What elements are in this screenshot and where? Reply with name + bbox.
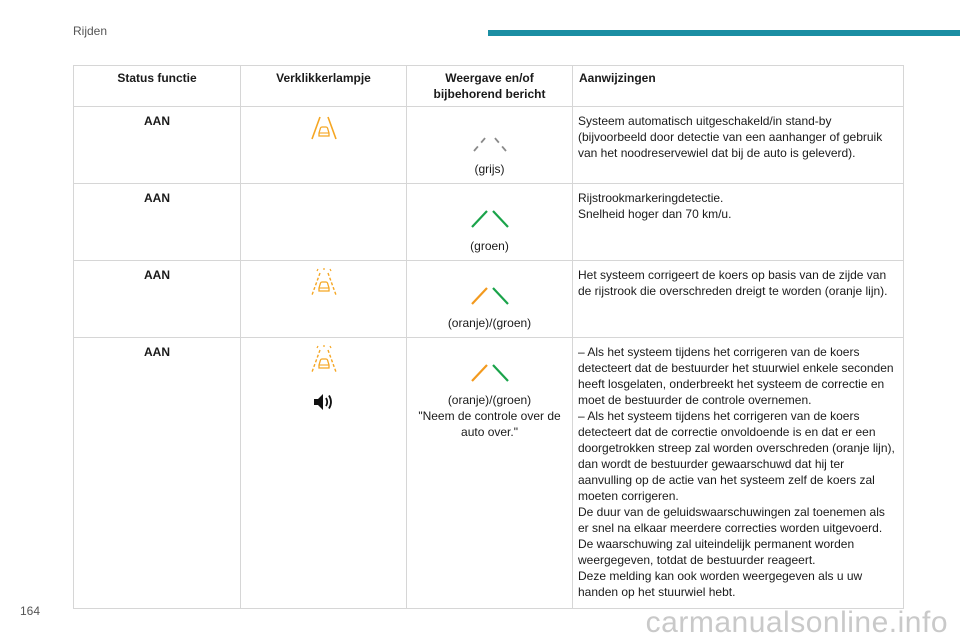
display-message: "Neem de controle over de auto over."	[418, 409, 561, 439]
note-text: De duur van de geluidswaarschuwingen zal toenemen als er snel na elkaar meerdere correcties worden uitgevoerd.	[578, 505, 885, 535]
note-text: – Als het systeem tijdens het corrigeren van de koers detecteert dat de correctie onvoldoende is en dat er een doorgetrokken streep zal worden overschreden (oranje lijn), dan wordt de bestuurder gewaarschuwd dat hij ter aanvulling op de actie van het systeem zelf de koers zal moeten corrigeren.	[578, 409, 895, 503]
table-header-row	[74, 66, 904, 107]
note-text: Rijstrookmarkeringdetectie.	[578, 191, 724, 205]
display-color-text: (grijs)	[474, 162, 505, 176]
status-cell: AAN	[74, 338, 241, 609]
note-text: Deze melding kan ook worden weergegeven als u uw handen op het stuurwiel hebt.	[578, 569, 863, 599]
lane-assist-active-icon	[308, 267, 340, 299]
page-number: 164	[20, 604, 41, 618]
status-cell: AAN	[74, 107, 241, 184]
table-row	[74, 338, 904, 609]
header-lamp: Verklikkerlampje	[241, 66, 407, 107]
green-lane-lines-icon	[460, 194, 520, 230]
orange-green-lane-lines-icon	[460, 271, 520, 307]
table-row	[74, 184, 904, 261]
section-title: Rijden	[73, 24, 108, 38]
header-notes: Aanwijzingen	[573, 66, 904, 107]
header-display: Weergave en/of bijbehorend bericht	[407, 66, 573, 107]
status-table	[73, 65, 904, 609]
lane-warning-icon	[309, 113, 339, 143]
note-text: Het systeem corrigeert de koers op basis van de zijde van de rijstrook die overschreden dreigt te worden (oranje lijn).	[578, 268, 888, 298]
note-text: De waarschuwing zal uiteindelijk permanent worden weergegeven, totdat de bestuurder reageert.	[578, 537, 855, 567]
header-accent-bar	[488, 30, 960, 36]
watermark: carmanualsonline.info	[645, 606, 948, 639]
orange-green-lane-lines-icon	[460, 348, 520, 384]
table-row	[74, 107, 904, 184]
display-color-text: (groen)	[470, 239, 509, 253]
lane-assist-active-icon	[308, 344, 340, 376]
grey-lane-lines-icon	[460, 117, 520, 153]
speaker-icon	[312, 392, 336, 412]
status-cell: AAN	[74, 184, 241, 261]
display-color-text: (oranje)/(groen)	[447, 393, 532, 407]
table-row	[74, 261, 904, 338]
status-cell: AAN	[74, 261, 241, 338]
display-color-text: (oranje)/(groen)	[447, 316, 532, 330]
note-text: Systeem automatisch uitgeschakeld/in stand-by (bijvoorbeeld door detectie van een aanhanger of gebruik van het noodreservewiel dat bij de auto is geleverd).	[578, 114, 883, 160]
header-status: Status functie	[74, 66, 241, 107]
note-text: – Als het systeem tijdens het corrigeren van de koers detecteert dat de bestuurder het stuurwiel enkele seconden heeft losgelaten, onderbreekt het systeem de correctie en moet de bestuurder de controle overnemen.	[578, 345, 894, 407]
note-text: Snelheid hoger dan 70 km/u.	[578, 207, 732, 221]
